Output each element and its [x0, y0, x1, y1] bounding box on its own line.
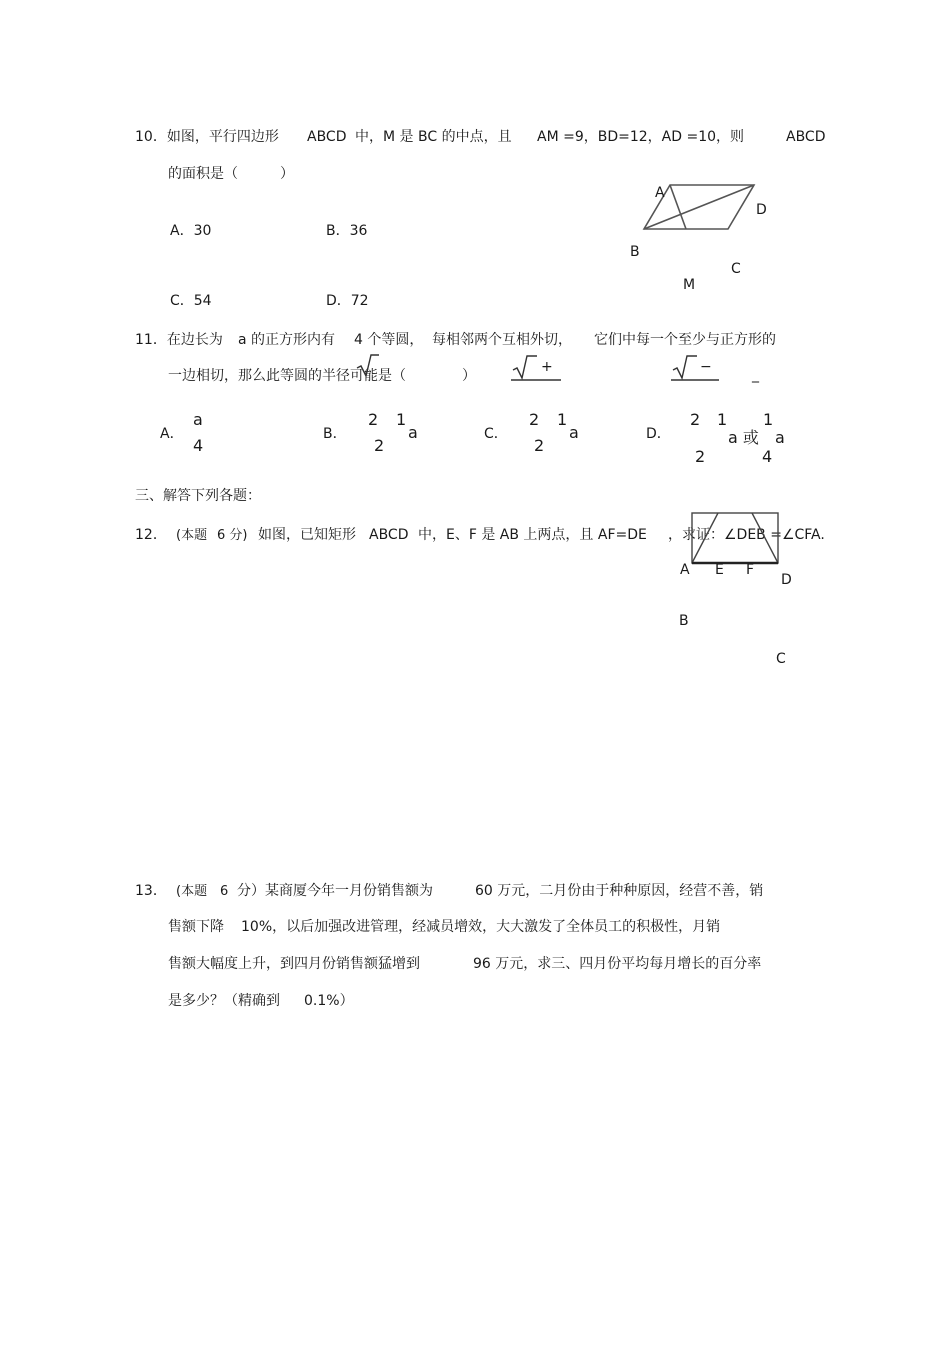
- q12-label-a: A: [680, 562, 690, 578]
- q12-label-d: D: [781, 572, 792, 588]
- q10-line1-number: 10．如图，平行四边形: [135, 129, 279, 145]
- q13-line2-b: 10%，以后加强改进管理，经减员增效，大大激发了全体员工的积极性，月销: [241, 919, 721, 935]
- q11-option-d-den2: 4: [762, 447, 773, 466]
- q13-line3-b: 96 万元，求三、四月份平均每月增长的百分率: [473, 956, 762, 972]
- q10-option-c: C．54: [170, 293, 212, 309]
- q11-option-c-num1: 2: [529, 410, 540, 429]
- q11-line1-c: 4 个等圆，: [354, 332, 424, 348]
- q13-score-val: 6: [220, 884, 229, 899]
- q12-label-c: C: [776, 651, 786, 667]
- q12-score-val: 6 分): [217, 528, 248, 543]
- q13-line3-a: 售额大幅度上升，到四月份销售额猛增到: [168, 956, 420, 972]
- q10-line2: 的面积是（ ）: [168, 166, 294, 182]
- q12-text-b: ABCD: [369, 527, 409, 543]
- q11-option-d-label: D．: [646, 426, 671, 442]
- q10-option-b: B．36: [326, 223, 368, 239]
- q11-option-b-label: B．: [323, 426, 347, 442]
- q11-option-d-mid: a 或: [728, 428, 759, 447]
- q11-option-b-var: a: [408, 423, 418, 442]
- q13-line1-a: 分）某商厦今年一月份销售额为: [237, 883, 433, 899]
- q11-option-c-den: 2: [534, 436, 545, 455]
- q11-option-a-den: 4: [193, 436, 204, 455]
- q11-option-a-num: a: [193, 410, 203, 429]
- q12-label-f: F: [746, 562, 755, 578]
- q10-option-d: D．72: [326, 293, 369, 309]
- q10-label-m: M: [683, 277, 696, 293]
- q10-label-a: A: [655, 185, 665, 201]
- q11-option-c-num2: 1: [557, 410, 568, 429]
- q11-option-d-num3: 1: [763, 410, 774, 429]
- q13-line1-b: 60 万元，二月份由于种种原因，经营不善，销: [475, 883, 764, 899]
- segment-ec: [692, 513, 718, 563]
- q10-label-d: D: [756, 202, 767, 218]
- q10-label-c: C: [731, 261, 741, 277]
- q13-line4-b: 0.1%）: [304, 993, 354, 1009]
- q12-text-c: 中，E、F 是 AB 上两点，且 AF=DE: [418, 527, 647, 543]
- q12-label-b: B: [679, 613, 689, 629]
- q11-option-d-num1: 2: [690, 410, 701, 429]
- q11-option-b-den: 2: [374, 436, 385, 455]
- q11-option-d-var: a: [775, 428, 785, 447]
- q11-line1-e: 它们中每一个至少与正方形的: [594, 332, 776, 348]
- q11-option-b-num2: 1: [396, 410, 407, 429]
- q11-option-a-label: A．: [160, 426, 184, 442]
- q10-line1-mid: 中，M 是 BC 的中点，且: [355, 129, 512, 145]
- q10-option-a: A．30: [170, 223, 212, 239]
- q11-option-d-den1: 2: [695, 447, 706, 466]
- q11-option-b-num1: 2: [368, 410, 379, 429]
- q12-score: (本题: [176, 528, 208, 543]
- minus-sign: −: [700, 359, 712, 375]
- q11-option-c-label: C．: [484, 426, 508, 442]
- q10-line1-end: ABCD: [786, 129, 826, 145]
- q12-number: 12．: [135, 527, 167, 543]
- q11-option-d-num2: 1: [717, 410, 728, 429]
- q12-text-a: 如图，已知矩形: [258, 527, 356, 543]
- q13-score: (本题: [176, 884, 208, 899]
- q13-line2-a: 售额下降: [168, 919, 224, 935]
- q11-line1-b: a 的正方形内有: [238, 332, 336, 348]
- q13-number: 13．: [135, 883, 167, 899]
- q10-label-b: B: [630, 244, 640, 260]
- q11-line1-a: 11．在边长为: [135, 332, 223, 348]
- dash-mark: _: [752, 367, 759, 383]
- plus-sign: +: [541, 359, 553, 375]
- q12-label-e: E: [715, 562, 724, 578]
- segment-fd: [752, 513, 778, 563]
- q11-line2: 一边相切，那么此等圆的半径可能是（ ）: [168, 368, 476, 384]
- q13-line4-a: 是多少？（精确到: [168, 993, 280, 1009]
- q10-line1-values: AM =9，BD=12，AD =10，则: [537, 129, 745, 145]
- q11-line1-d: 每相邻两个互相外切，: [432, 332, 572, 348]
- section3-title: 三、解答下列各题：: [135, 488, 261, 504]
- q11-option-c-var: a: [569, 423, 579, 442]
- q12-text-d: ，求证：∠DEB =∠CFA.: [668, 527, 825, 543]
- q10-line1-abcd: ABCD: [307, 129, 347, 145]
